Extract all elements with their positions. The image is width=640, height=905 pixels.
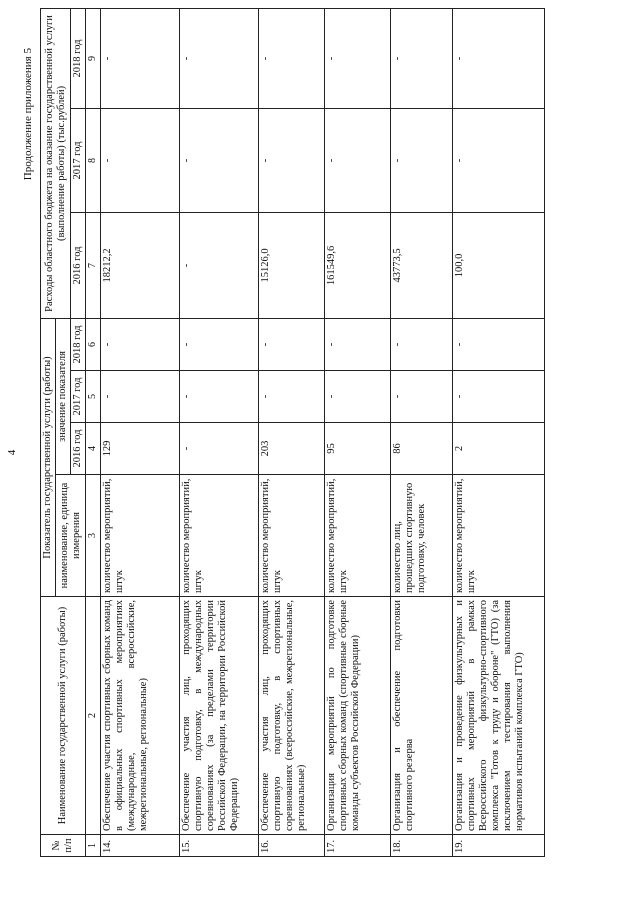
table-row <box>258 8 324 856</box>
value-2018: - <box>452 318 544 370</box>
value-2016: 86 <box>390 423 452 475</box>
row-number: 17. <box>324 835 390 857</box>
value-2018: - <box>324 318 390 370</box>
header-year: 2018 год <box>71 8 86 108</box>
continuation-label: Продолжение приложения 5 <box>22 48 34 181</box>
header-year: 2016 год <box>71 423 86 475</box>
expense-2018: - <box>390 8 452 108</box>
column-number-row <box>86 8 101 856</box>
value-2017: - <box>324 371 390 423</box>
header-indicator-group: Показатель государственной услуги (работы) <box>41 318 56 596</box>
row-number: 18. <box>390 835 452 857</box>
value-2018: - <box>100 318 179 370</box>
value-2016: 129 <box>100 423 179 475</box>
indicator-unit: количество мероприятий, штук <box>452 475 544 597</box>
table-row <box>452 8 544 856</box>
expense-2017: - <box>100 108 179 212</box>
table-row <box>324 8 390 856</box>
expense-2017: - <box>390 108 452 212</box>
expense-2017: - <box>179 108 258 212</box>
value-2018: - <box>258 318 324 370</box>
indicator-unit: количество мероприятий, штук <box>324 475 390 597</box>
row-number: 16. <box>258 835 324 857</box>
header-year: 2016 год <box>71 212 86 318</box>
column-number: 1 <box>86 835 101 857</box>
value-2016: - <box>179 423 258 475</box>
row-number: 14. <box>100 835 179 857</box>
value-2016: 203 <box>258 423 324 475</box>
expense-2016: 43773,5 <box>390 212 452 318</box>
value-2017: - <box>100 371 179 423</box>
expense-2017: - <box>258 108 324 212</box>
service-name: Организация и обеспечение подготовки спортивного резерва <box>390 597 452 835</box>
header-service-name: Наименование государственной услуги (работы) <box>41 597 86 835</box>
service-name: Организация мероприятий по подготовке спортивных сборных команд (спортивные сборные команды субъектов Российской Федерации) <box>324 597 390 835</box>
header-indicator-value: значение показателя <box>56 318 71 474</box>
value-2017: - <box>179 371 258 423</box>
header-year: 2017 год <box>71 108 86 212</box>
service-name: Обеспечение участия спортивных сборных команд в официальных спортивных мероприятиях (международные, всероссийские, межрегиональные, региональные) <box>100 597 179 835</box>
table-row <box>179 8 258 856</box>
indicator-unit: количество мероприятий, штук <box>179 475 258 597</box>
expense-2017: - <box>324 108 390 212</box>
header-year: 2018 год <box>71 318 86 370</box>
expense-2017: - <box>452 108 544 212</box>
service-name: Организация и проведение физкультурных и спортивных мероприятий в рамках Всероссийского физкультурно-спортивного комплекса "Готов к труду и обороне" (ГТО) (за исключением тестирования выполнения нормативов испытаний комплекса ГТО) <box>452 597 544 835</box>
column-number: 4 <box>86 423 101 475</box>
value-2018: - <box>390 318 452 370</box>
page-number: 4 <box>6 449 18 456</box>
service-name: Обеспечение участия лиц, проходящих спортивную подготовку, в спортивных соревнованиях (всероссийские, межрегиональные, региональные) <box>258 597 324 835</box>
service-name: Обеспечение участия лиц, проходящих спортивную подготовку, в международных соревнованиях (за пределами территории Российской Федерации, на территории Российской Федерации) <box>179 597 258 835</box>
expense-2016: 15126,0 <box>258 212 324 318</box>
value-2017: - <box>258 371 324 423</box>
value-2017: - <box>452 371 544 423</box>
expense-2016: - <box>179 212 258 318</box>
column-number: 3 <box>86 475 101 597</box>
header-expense-group: Расходы областного бюджета на оказание государственной услуги (выполнение работы) (тыс.рублей) <box>41 8 71 318</box>
value-2018: - <box>179 318 258 370</box>
header-indicator-name-unit: наименование, единица измерения <box>56 475 86 597</box>
header-num: № п/п <box>41 835 86 857</box>
indicator-unit: количество мероприятий, штук <box>258 475 324 597</box>
table-row <box>100 8 179 856</box>
expense-2018: - <box>100 8 179 108</box>
table-row <box>390 8 452 856</box>
indicator-unit: количество мероприятий, штук <box>100 475 179 597</box>
value-2016: 95 <box>324 423 390 475</box>
value-2016: 2 <box>452 423 544 475</box>
expense-2018: - <box>452 8 544 108</box>
row-number: 19. <box>452 835 544 857</box>
column-number: 7 <box>86 212 101 318</box>
services-table <box>40 8 545 857</box>
row-number: 15. <box>179 835 258 857</box>
column-number: 8 <box>86 108 101 212</box>
column-number: 6 <box>86 318 101 370</box>
column-number: 2 <box>86 597 101 835</box>
expense-2018: - <box>179 8 258 108</box>
expense-2016: 18212,2 <box>100 212 179 318</box>
header-row-1 <box>41 8 56 856</box>
indicator-unit: количество лиц, прошедших спортивную подготовку, человек <box>390 475 452 597</box>
expense-2018: - <box>258 8 324 108</box>
expense-2016: 161549,6 <box>324 212 390 318</box>
expense-2016: 100,0 <box>452 212 544 318</box>
expense-2018: - <box>324 8 390 108</box>
value-2017: - <box>390 371 452 423</box>
header-year: 2017 год <box>71 371 86 423</box>
column-number: 5 <box>86 371 101 423</box>
column-number: 9 <box>86 8 101 108</box>
